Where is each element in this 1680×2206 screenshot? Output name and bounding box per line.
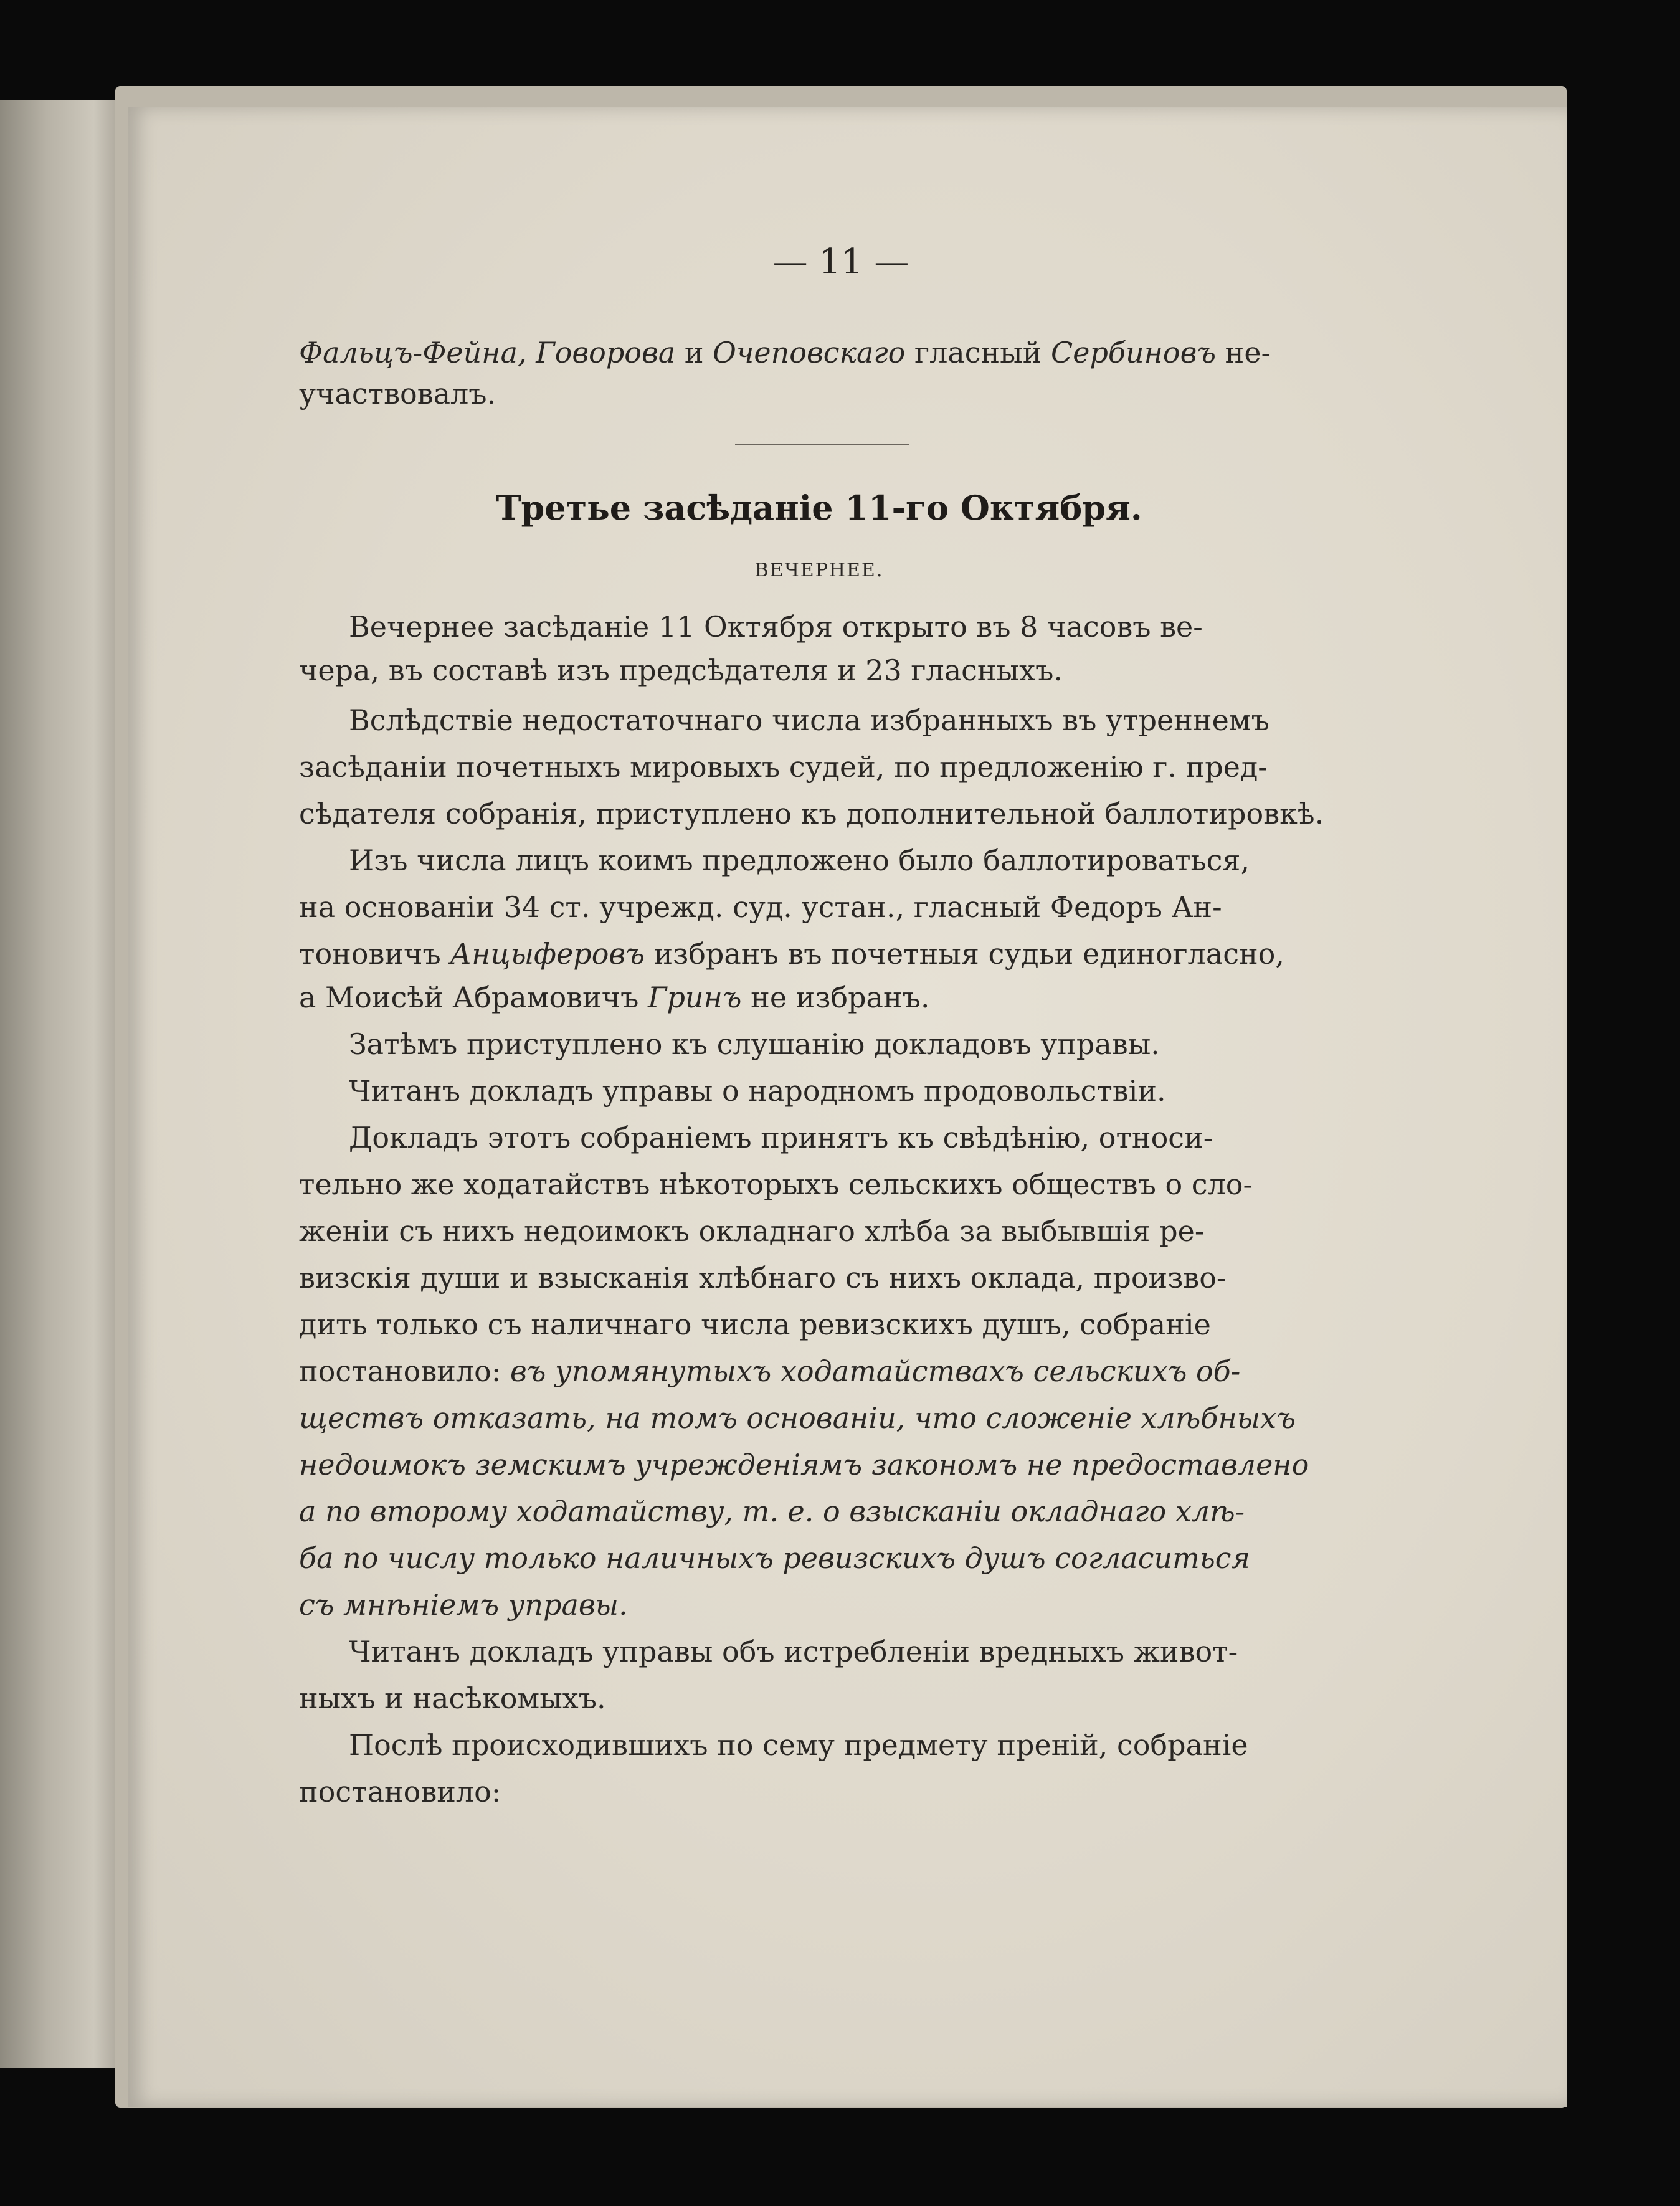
roman-run: Вечернее засѣданіе 11 Октября открыто въ 8 часовъ ве- xyxy=(349,610,1203,644)
text-line xyxy=(299,699,1389,741)
roman-run: сѣдателя собранія, приступлено къ дополнительной баллотировкѣ. xyxy=(299,797,1324,830)
italic-run: съ мнѣніемъ управы. xyxy=(299,1588,628,1622)
section-subheading: ВЕЧЕРНЕЕ. xyxy=(754,559,884,581)
text-line xyxy=(299,373,1339,415)
text-line xyxy=(299,1116,1389,1159)
italic-run: въ упомянутыхъ ходатайствахъ сельскихъ об- xyxy=(510,1354,1241,1388)
italic-run: недоимокъ земскимъ учрежденіямъ закономъ не предоставлено xyxy=(299,1448,1309,1481)
roman-run: постановило: xyxy=(299,1354,510,1388)
section-heading: Третье засѣданіе 11-го Октября. xyxy=(496,488,1142,528)
roman-run: избранъ въ почетныя судьи единогласно, xyxy=(644,937,1284,971)
italic-run: Гринъ xyxy=(648,981,742,1014)
text-line xyxy=(299,1350,1339,1392)
text-line xyxy=(299,1724,1389,1766)
text-line xyxy=(299,746,1339,788)
italic-run: Очеповскаго xyxy=(713,336,906,369)
facing-page-edge xyxy=(0,100,134,2068)
page-number: — 11 — xyxy=(772,242,909,282)
roman-run: Изъ числа лицъ коимъ предложено было баллотироваться, xyxy=(349,844,1250,877)
text-line xyxy=(299,1771,1339,1813)
roman-run: не- xyxy=(1216,336,1271,369)
text-line xyxy=(299,1443,1339,1486)
text-line xyxy=(299,976,1339,1019)
roman-run: и xyxy=(675,336,713,369)
text-line xyxy=(299,839,1389,882)
roman-run: ныхъ и насѣкомыхъ. xyxy=(299,1681,606,1715)
text-line xyxy=(299,1257,1339,1299)
text-line xyxy=(299,1070,1389,1112)
roman-run: Затѣмъ приступлено къ слушанію докладовъ управы. xyxy=(349,1027,1160,1061)
text-line xyxy=(299,933,1339,975)
roman-run: Читанъ докладъ управы о народномъ продовольствіи. xyxy=(349,1074,1166,1108)
italic-run: а по второму ходатайству, т. е. о взысканіи окладнаго хлѣ- xyxy=(299,1495,1245,1528)
roman-run: Послѣ происходившихъ по сему предмету преній, собраніе xyxy=(349,1728,1248,1762)
text-line xyxy=(299,1490,1339,1533)
text-line xyxy=(299,1210,1339,1252)
text-line xyxy=(299,1584,1339,1626)
text-line xyxy=(299,886,1339,928)
text-line xyxy=(299,331,1339,374)
text-line xyxy=(299,1163,1339,1205)
text-line xyxy=(299,1630,1389,1673)
roman-run: Читанъ докладъ управы объ истребленіи вредныхъ живот- xyxy=(349,1635,1238,1668)
text-line xyxy=(299,1537,1339,1579)
italic-run: Фальцъ-Фейна, Говорова xyxy=(299,336,676,369)
roman-run: чера, въ составѣ изъ предсѣдателя и 23 гласныхъ. xyxy=(299,654,1063,687)
roman-run: тельно же ходатайствъ нѣкоторыхъ сельскихъ обществъ о сло- xyxy=(299,1167,1253,1201)
text-line xyxy=(299,1397,1339,1439)
text-line xyxy=(299,1023,1389,1065)
roman-run: Вслѣдствіе недостаточнаго числа избранныхъ въ утреннемъ xyxy=(349,703,1269,737)
text-line xyxy=(299,1677,1339,1719)
text-line xyxy=(299,1303,1339,1346)
roman-run: постановило: xyxy=(299,1775,501,1809)
roman-run: тоновичъ xyxy=(299,937,450,971)
italic-run: Анцыферовъ xyxy=(450,937,645,971)
roman-run: визскія души и взысканія хлѣбнаго съ нихъ оклада, произво- xyxy=(299,1261,1227,1295)
roman-run: дить только съ наличнаго числа ревизскихъ душъ, собраніе xyxy=(299,1308,1211,1341)
roman-run: участвовалъ. xyxy=(299,377,496,411)
roman-run: не избранъ. xyxy=(741,981,930,1014)
roman-run: засѣданіи почетныхъ мировыхъ судей, по предложенію г. пред- xyxy=(299,750,1268,784)
roman-run: Докладъ этотъ собраніемъ принятъ къ свѣдѣнію, относи- xyxy=(349,1121,1213,1154)
text-line xyxy=(299,649,1339,692)
italic-run: Сербиновъ xyxy=(1051,336,1217,369)
text-line xyxy=(299,606,1389,648)
roman-run: на основаніи 34 ст. учрежд. суд. устан., гласный Федоръ Ан- xyxy=(299,890,1222,924)
roman-run: женіи съ нихъ недоимокъ окладнаго хлѣба за выбывшія ре- xyxy=(299,1214,1205,1248)
italic-run: ществъ отказать, на томъ основаніи, что сложеніе хлѣбныхъ xyxy=(299,1401,1296,1435)
roman-run: гласный xyxy=(905,336,1051,369)
italic-run: ба по числу только наличныхъ ревизскихъ душъ согласиться xyxy=(299,1541,1250,1575)
section-divider xyxy=(735,444,909,445)
text-line xyxy=(299,792,1339,835)
roman-run: а Моисѣй Абрамовичъ xyxy=(299,981,648,1014)
